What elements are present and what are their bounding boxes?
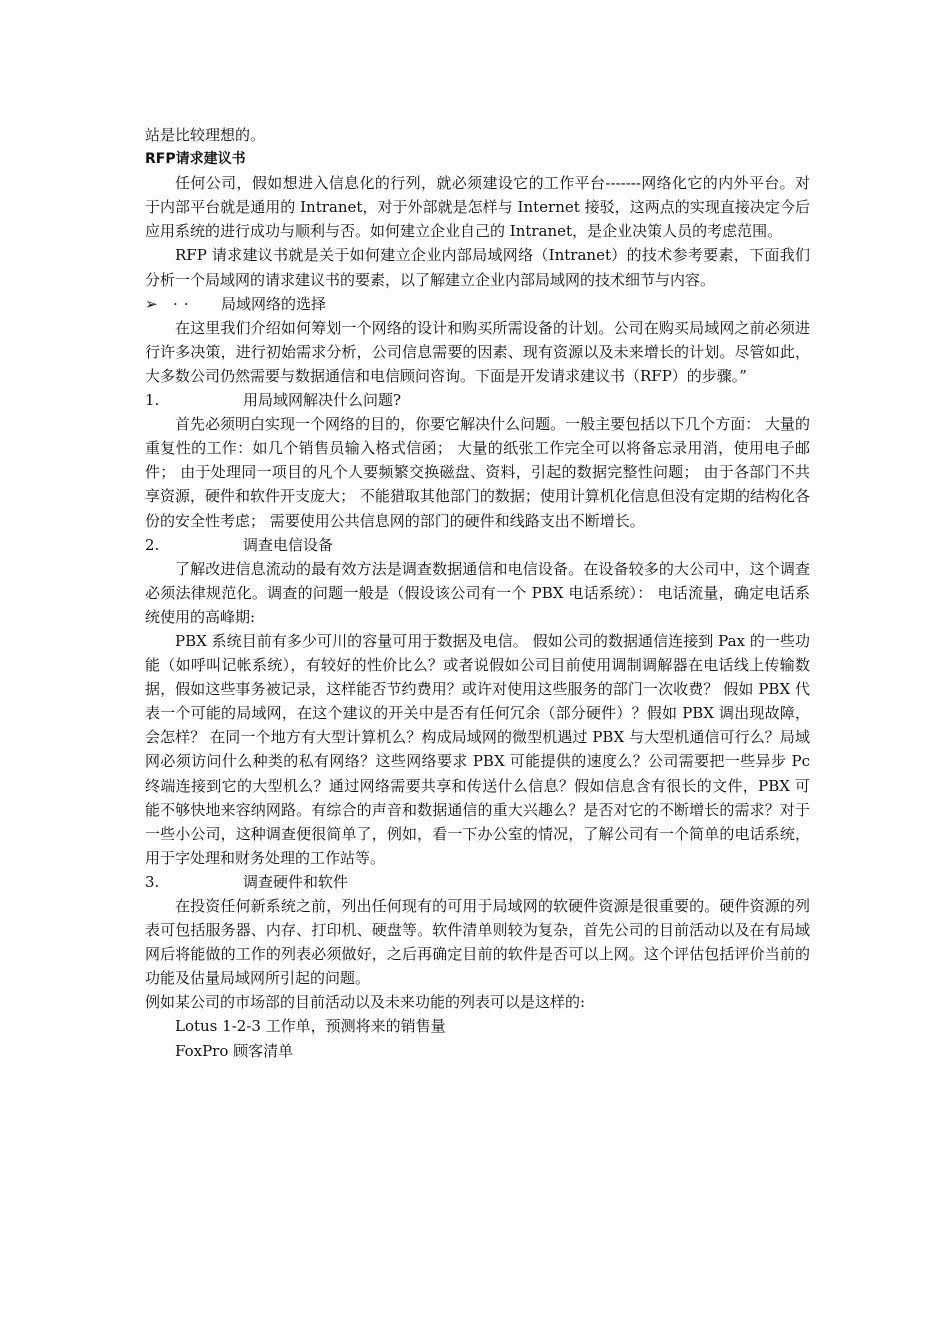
numbered-heading-2 bbox=[145, 533, 810, 557]
paragraph-pbx: PBX 系统目前有多少可川的容量可用于数据及电信。 假如公司的数据通信连接到 Pax 的一些功能（如呼叫记帐系统），有较好的性价比么？或者说假如公司目前使用调制调解器在电话线上传输数据，假如这些事务被记录，这样能否节约费用？或许对使用这些服务的部门一次收费？ 假如 PBX 代表一个可能的局域网，在这个建议的开关中是否有任何冗余（部分硬件）？假如 PBX 调出现故障，会怎样？ 在同一个地方有大型计算机么？构成局域网的微型机遇过 PBX 与大型机通信可行么？局域网必须访问什么种类的私有网络？这些网络要求 PBX 可能提供的速度么？公司需要把一些异步 Pc 终端连接到它的大型机么？通过网络需要共享和传送什么信息？假如信息含有很长的文件，PBX 可能不够快地来容纳网路。有综合的声音和数据通信的重大兴趣么？是否对它的不断增长的需求？对于一些小公司，这种调查便很简单了，例如，看一下办公室的情况，了解公司有一个简单的电话系统，用于字处理和财务处理的工作站等。 bbox=[145, 631, 810, 867]
document-page bbox=[145, 123, 810, 1063]
paragraph-intro: 任何公司，假如想进入信息化的行列，就必须建设它的工作平台-------网络化它的内外平台。对于内部平台就是通用的 Intranet，对于外部就是怎样与 Internet 接驳，这两点的实现直接决定今后应用系统的进行成功与顺利与否。如何建立企业自己的 Intranet，是企业决策人员的考虑范围。 bbox=[145, 174, 810, 241]
heading-text: 用局域网解决什么问题? bbox=[243, 391, 402, 410]
paragraph-hardware-software: 在投资任何新系统之前，列出任何现有的可用于局域网的软硬件资源是很重要的。硬件资源的列表可包括服务器、内存、打印机、硬盘等。软件清单则较为复杂，首先公司的目前活动以及在有局域网后将能做的工作的列表必须做好，之后再确定目前的软件是否可以上网。这个评估包括评价当前的功能及估量局域网所引起的问题。 bbox=[145, 897, 810, 988]
section-heading-rfp: RFP请求建议书 bbox=[145, 151, 246, 168]
bullet-dots: ·· bbox=[173, 294, 195, 313]
bullet-heading-text: 局域网络的选择 bbox=[221, 294, 327, 313]
list-item: Lotus 1-2-3 工作单，预测将来的销售量 bbox=[175, 1017, 446, 1036]
numbered-heading-1 bbox=[145, 388, 810, 412]
heading-text: 调查硬件和软件 bbox=[243, 872, 349, 891]
heading-number: 3. bbox=[145, 872, 160, 891]
numbered-heading-3 bbox=[145, 870, 810, 894]
paragraph-example: 例如某公司的市场部的目前活动以及未来功能的列表可以是这样的: bbox=[145, 993, 586, 1012]
heading-number: 1. bbox=[145, 391, 160, 410]
heading-text: 调查电信设备 bbox=[243, 535, 334, 554]
paragraph-telecom-survey: 了解改进信息流动的最有效方法是调查数据通信和电信设备。在设备较多的大公司中，这个调查必须法律规范化。调查的问题一般是（假设该公司有一个 PBX 电话系统）： 电话流量，确定电话系统使用的高峰期: bbox=[145, 559, 810, 626]
heading-number: 2. bbox=[145, 535, 160, 554]
arrow-bullet-icon: ➢ bbox=[145, 294, 158, 313]
paragraph-planning: 在这里我们介绍如何筹划一个网络的设计和购买所需设备的计划。公司在购买局域网之前必须进行许多决策，进行初始需求分析，公司信息需要的因素、现有资源以及未来增长的计划。尽管如此，大多数公司仍然需要与数据通信和电信顾问咨询。下面是开发请求建议书（RFP）的步骤。” bbox=[145, 318, 810, 385]
bullet-heading-lan-selection bbox=[145, 292, 810, 316]
paragraph-rfp-definition: RFP 请求建议书就是关于如何建立企业内部局域网络（Intranet）的技术参考要素，下面我们分析一个局域网的请求建议书的要素，以了解建立企业内部局域网的技术细节与内容。 bbox=[145, 246, 810, 289]
paragraph-problems: 首先必须明白实现一个网络的目的，你要它解决什么问题。一般主要包括以下几个方面： 大量的重复性的工作：如几个销售员输入格式信函； 大量的纸张工作完全可以将备忘录用消，使用电子邮件； 由于处理同一项目的凡个人要频繁交换磁盘、资料，引起的数据完整性问题； 由于各部门不共享资源，硬件和软件开支庞大； 不能猎取其他部门的数据；使用计算机化信息但没有定期的结构化各份的安全性考虑； 需要使用公共信息网的部门的硬件和线路支出不断增长。 bbox=[145, 415, 810, 530]
paragraph-continuation: 站是比较理想的。 bbox=[145, 126, 266, 144]
list-item: FoxPro 顾客清单 bbox=[175, 1041, 294, 1060]
